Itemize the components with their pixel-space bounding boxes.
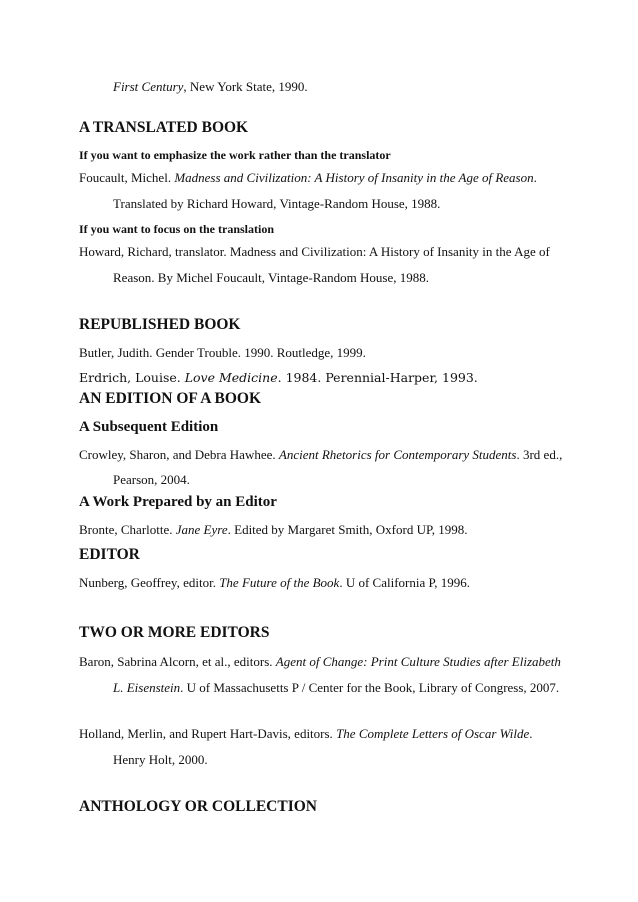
citation-butler: Butler, Judith. Gender Trouble. 1990. Routledge, 1999. — [79, 345, 366, 360]
book-title: Agent of Change: Print Culture Studies after Elizabeth — [275, 654, 561, 669]
citation-crowley — [79, 447, 562, 463]
citation-foucault-continuation: Translated by Richard Howard, Vintage-Random House, 1988. — [113, 196, 441, 211]
section-heading-translated-book: A TRANSLATED BOOK — [79, 119, 249, 136]
citation-continuation-line — [113, 79, 308, 95]
citation-author: Holland, Merlin, and Rupert Hart-Davis, editors. — [79, 726, 337, 741]
section-heading-editor: EDITOR — [79, 546, 140, 563]
citation-holland-continuation: Henry Holt, 2000. — [113, 752, 208, 767]
book-title: Love Medicine — [184, 370, 278, 385]
section-heading-two-or-more-editors: TWO OR MORE EDITORS — [79, 624, 270, 641]
book-title: First Century — [113, 79, 184, 94]
publication-info: , New York State, 1990. — [183, 79, 308, 94]
citation-baron-continuation — [113, 680, 559, 696]
citation-author: Baron, Sabrina Alcorn, et al., editors. — [79, 654, 276, 669]
citation-author: Crowley, Sharon, and Debra Hawhee. — [79, 447, 279, 462]
citation-nunberg — [79, 575, 470, 591]
section-heading-anthology-or-collection: ANTHOLOGY OR COLLECTION — [79, 798, 317, 815]
citation-end: . U of Massachusetts P / Center for the Book, Library of Congress, 2007. — [180, 680, 560, 695]
citation-end: . 3rd ed., — [516, 447, 563, 462]
section-heading-edition-of-a-book: AN EDITION OF A BOOK — [79, 390, 262, 407]
citation-author: Erdrich, Louise. — [79, 370, 185, 385]
citation-end: . — [533, 170, 537, 185]
citation-end: . U of California P, 1996. — [339, 575, 471, 590]
subheading-subsequent-edition: A Subsequent Edition — [79, 419, 219, 435]
subheading-work-prepared-by-editor: A Work Prepared by an Editor — [79, 494, 277, 510]
book-title: Ancient Rhetorics for Contemporary Students — [278, 447, 517, 462]
citation-end: . — [529, 726, 533, 741]
book-title: Madness and Civilization: A History of Insanity in the Age of Reason — [174, 170, 534, 185]
book-title: The Future of the Book — [219, 575, 340, 590]
book-title: Jane Eyre — [175, 522, 228, 537]
citation-foucault — [79, 170, 537, 186]
citation-howard-continuation: Reason. By Michel Foucault, Vintage-Random House, 1988. — [113, 270, 429, 285]
book-title: L. Eisenstein — [113, 680, 181, 695]
citation-baron — [79, 654, 561, 670]
citation-bronte — [79, 522, 468, 538]
section-heading-republished-book: REPUBLISHED BOOK — [79, 316, 241, 333]
citation-holland — [79, 726, 533, 742]
citation-end: . Edited by Margaret Smith, Oxford UP, 1998. — [227, 522, 468, 537]
usage-note-focus-translation: If you want to focus on the translation — [79, 222, 275, 236]
citation-howard: Howard, Richard, translator. Madness and Civilization: A History of Insanity in the Age of — [79, 244, 550, 259]
citation-author: Foucault, Michel. — [79, 170, 175, 185]
book-title: The Complete Letters of Oscar Wilde — [336, 726, 530, 741]
citation-author: Bronte, Charlotte. — [79, 522, 176, 537]
citation-author: Nunberg, Geoffrey, editor. — [79, 575, 220, 590]
citation-crowley-continuation: Pearson, 2004. — [113, 472, 190, 487]
usage-note-emphasize-work: If you want to emphasize the work rather than the translator — [79, 148, 391, 162]
citation-end: . 1984. Perennial-Harper, 1993. — [277, 370, 478, 385]
citation-erdrich — [79, 370, 478, 386]
